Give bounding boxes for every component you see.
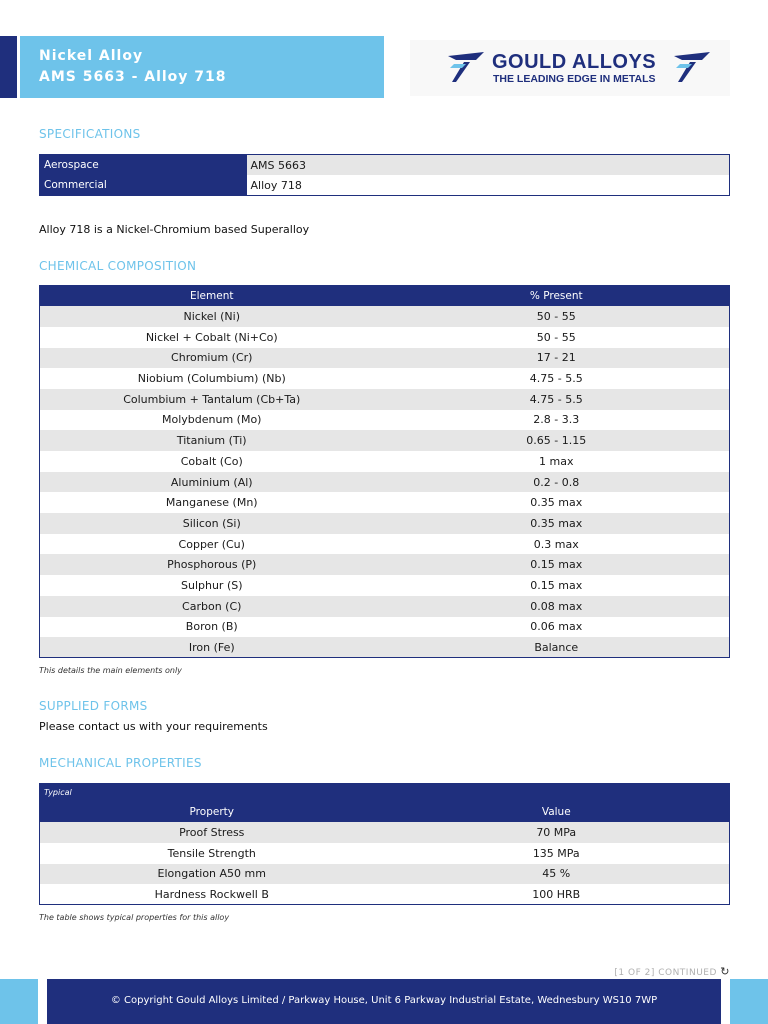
cell-value: 45 % xyxy=(384,864,730,885)
cell-value: 2.8 - 3.3 xyxy=(384,410,730,431)
cell-name: Iron (Fe) xyxy=(40,637,384,658)
section-title-mechanical-properties: MECHANICAL PROPERTIES xyxy=(39,756,202,770)
property-row xyxy=(40,864,730,885)
cell-value: 0.08 max xyxy=(384,596,730,617)
cell-name: Manganese (Mn) xyxy=(40,492,384,513)
cell-value: 17 - 21 xyxy=(384,348,730,369)
spec-value: AMS 5663 xyxy=(247,155,730,176)
blade-emblem-icon xyxy=(446,50,486,86)
composition-row xyxy=(40,327,730,348)
cell-value: 0.3 max xyxy=(384,534,730,555)
cell-value: 50 - 55 xyxy=(384,327,730,348)
cell-value: 100 HRB xyxy=(384,884,730,905)
composition-row xyxy=(40,596,730,617)
page-continued-text: [1 OF 2] CONTINUED xyxy=(614,968,717,978)
cell-name: Boron (B) xyxy=(40,617,384,638)
composition-row xyxy=(40,637,730,658)
composition-row xyxy=(40,410,730,431)
cell-name: Aluminium (Al) xyxy=(40,472,384,493)
column-header-value: Value xyxy=(384,802,730,823)
alloy-description: Alloy 718 is a Nickel-Chromium based Superalloy xyxy=(39,223,310,236)
cell-name: Nickel (Ni) xyxy=(40,306,384,327)
table-caption-typical: Typical xyxy=(40,784,730,802)
cell-name: Molybdenum (Mo) xyxy=(40,410,384,431)
column-header-percent: % Present xyxy=(384,286,730,307)
cell-value: 1 max xyxy=(384,451,730,472)
cell-value: 4.75 - 5.5 xyxy=(384,368,730,389)
cell-value: 0.15 max xyxy=(384,575,730,596)
cell-value: 0.06 max xyxy=(384,617,730,638)
composition-row xyxy=(40,492,730,513)
column-header-property: Property xyxy=(40,802,384,823)
cell-name: Columbium + Tantalum (Cb+Ta) xyxy=(40,389,384,410)
composition-row xyxy=(40,451,730,472)
cell-name: Cobalt (Co) xyxy=(40,451,384,472)
composition-row xyxy=(40,575,730,596)
table-header-row xyxy=(40,286,730,307)
footer-accent-right xyxy=(730,979,768,1024)
cell-value: 0.65 - 1.15 xyxy=(384,430,730,451)
cell-value: 135 MPa xyxy=(384,843,730,864)
mechanical-properties-table xyxy=(39,783,730,905)
mechanical-properties-note: The table shows typical properties for this alloy xyxy=(39,913,230,922)
spec-label: Aerospace xyxy=(40,155,247,176)
column-header-element: Element xyxy=(40,286,384,307)
cell-value: 0.35 max xyxy=(384,492,730,513)
footer-copyright: © Copyright Gould Alloys Limited / Parkway House, Unit 6 Parkway Industrial Estate, Wednesbury WS10 7WP xyxy=(47,979,721,1024)
section-title-supplied-forms: SUPPLIED FORMS xyxy=(39,699,148,713)
footer-accent-left xyxy=(0,979,38,1024)
property-row xyxy=(40,884,730,905)
cell-name: Titanium (Ti) xyxy=(40,430,384,451)
spec-value: Alloy 718 xyxy=(247,175,730,196)
logo-tagline: THE LEADING EDGE IN METALS xyxy=(493,73,656,85)
composition-row xyxy=(40,472,730,493)
composition-row xyxy=(40,368,730,389)
cell-value: Balance xyxy=(384,637,730,658)
cell-value: 4.75 - 5.5 xyxy=(384,389,730,410)
property-row xyxy=(40,843,730,864)
composition-row xyxy=(40,554,730,575)
cell-name: Sulphur (S) xyxy=(40,575,384,596)
composition-row xyxy=(40,513,730,534)
cell-name: Phosphorous (P) xyxy=(40,554,384,575)
composition-row xyxy=(40,430,730,451)
cell-name: Proof Stress xyxy=(40,822,384,843)
composition-row xyxy=(40,534,730,555)
table-header-row xyxy=(40,802,730,823)
cell-name: Nickel + Cobalt (Ni+Co) xyxy=(40,327,384,348)
page-continued-indicator[interactable] xyxy=(614,965,730,978)
property-row xyxy=(40,822,730,843)
section-title-chemical-composition: CHEMICAL COMPOSITION xyxy=(39,259,197,273)
document-title-line1: Nickel Alloy xyxy=(39,48,144,64)
cell-name: Hardness Rockwell B xyxy=(40,884,384,905)
cell-value: 70 MPa xyxy=(384,822,730,843)
company-logo xyxy=(410,40,730,96)
specifications-table xyxy=(39,154,730,196)
chemical-composition-note: This details the main elements only xyxy=(39,666,182,675)
spec-row xyxy=(40,175,730,196)
header-accent-bar xyxy=(0,36,17,98)
cell-name: Carbon (C) xyxy=(40,596,384,617)
cell-name: Niobium (Columbium) (Nb) xyxy=(40,368,384,389)
chemical-composition-table xyxy=(39,285,730,658)
continue-arrow-icon: ↻ xyxy=(720,965,730,978)
spec-row xyxy=(40,155,730,176)
document-title-box xyxy=(20,36,384,98)
document-title-line2: AMS 5663 - Alloy 718 xyxy=(39,69,227,85)
logo-wordmark: GOULD ALLOYS xyxy=(492,51,657,73)
composition-row xyxy=(40,617,730,638)
cell-name: Copper (Cu) xyxy=(40,534,384,555)
cell-name: Elongation A50 mm xyxy=(40,864,384,885)
composition-row xyxy=(40,389,730,410)
cell-value: 50 - 55 xyxy=(384,306,730,327)
cell-name: Silicon (Si) xyxy=(40,513,384,534)
blade-emblem-icon xyxy=(672,50,712,86)
cell-value: 0.15 max xyxy=(384,554,730,575)
section-title-specifications: SPECIFICATIONS xyxy=(39,127,141,141)
cell-value: 0.2 - 0.8 xyxy=(384,472,730,493)
cell-name: Tensile Strength xyxy=(40,843,384,864)
composition-row xyxy=(40,306,730,327)
cell-name: Chromium (Cr) xyxy=(40,348,384,369)
spec-label: Commercial xyxy=(40,175,247,196)
supplied-forms-text: Please contact us with your requirements xyxy=(39,720,268,733)
composition-row xyxy=(40,348,730,369)
cell-value: 0.35 max xyxy=(384,513,730,534)
table-caption-row xyxy=(40,784,730,802)
